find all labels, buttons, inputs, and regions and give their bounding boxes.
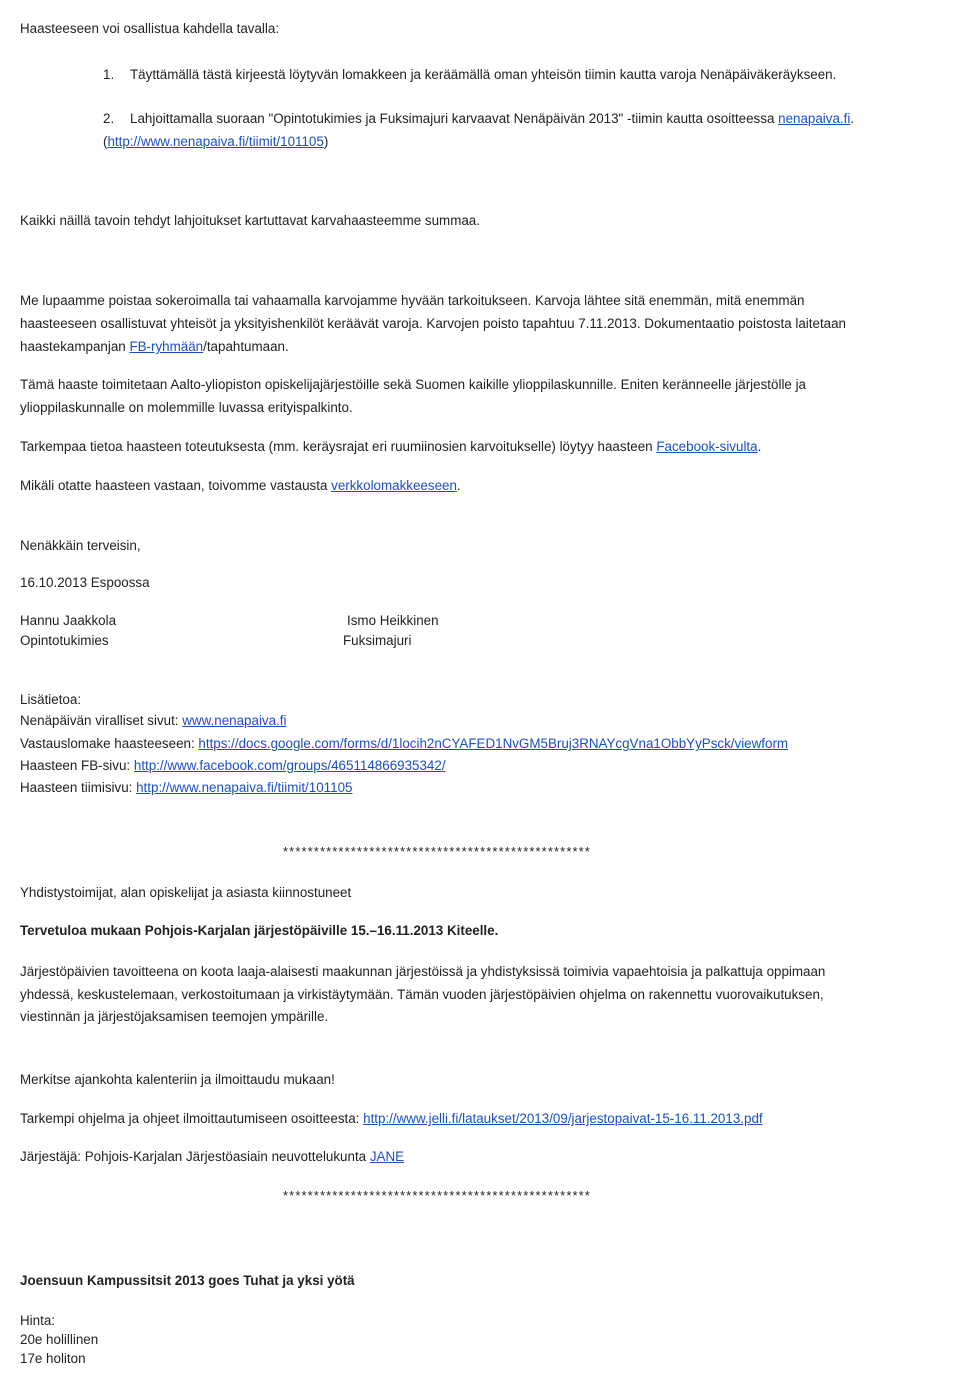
info-row bbox=[20, 713, 286, 729]
list-item-text: Lahjoittamalla suoraan "Opintotukimies ja Fuksimajuri karvaavat Nenäpäivän 2013" -tiimin kautta osoitteessa bbox=[130, 111, 779, 126]
signer-1-title: Opintotukimies bbox=[20, 633, 109, 648]
program-pdf-link[interactable]: http://www.jelli.fi/lataukset/2013/09/jarjestopaivat-15-16.11.2013.pdf bbox=[363, 1111, 763, 1126]
jarjesto-jarjestaja bbox=[20, 1149, 404, 1165]
paragraph-lupaamme-2: haasteeseen osallistuvat yhteisöt ja yksityishenkilöt keräävät varoja. Karvojen poisto tapahtuu 7.11.2013. Dokumentaatio poistosta laitetaan bbox=[20, 316, 847, 331]
text: Järjestäjä: Pohjois-Karjalan Järjestöasiain neuvottelukunta bbox=[20, 1149, 370, 1164]
kampus-price-2: 17e holiton bbox=[20, 1351, 86, 1366]
list-item bbox=[103, 67, 836, 83]
paragraph-lupaamme-1: Me lupaamme poistaa sokeroimalla tai vahaamalla karvojamme hyvään tarkoitukseen. Karvoja lähtee sitä enemmän, mitä enemmän bbox=[20, 293, 805, 308]
greeting: Nenäkkäin terveisin, bbox=[20, 538, 141, 553]
signer-2-name: Ismo Heikkinen bbox=[347, 613, 439, 628]
nenapaiva-link[interactable]: nenapaiva.fi bbox=[778, 111, 851, 126]
fb-group-link[interactable]: FB-ryhmään bbox=[129, 339, 204, 354]
info-row bbox=[20, 758, 446, 774]
info-row bbox=[20, 736, 788, 752]
tiimi-link[interactable]: http://www.nenapaiva.fi/tiimit/101105 bbox=[107, 134, 324, 149]
paren-close: ) bbox=[323, 134, 329, 149]
signer-2-title: Fuksimajuri bbox=[343, 633, 412, 648]
separator: ************************************************** bbox=[283, 1188, 591, 1203]
web-form-link[interactable]: verkkolomakkeeseen bbox=[331, 478, 457, 493]
list-item-text: Täyttämällä tästä kirjeestä löytyvän lomakkeen ja keräämällä oman yhteisön tiimin kautta varoja Nenäpäiväkeräykseen. bbox=[130, 67, 837, 82]
jarjesto-paragraph-3: viestinnän ja järjestöjaksamisen teemojen ympärille. bbox=[20, 1009, 329, 1024]
paragraph-lupaamme-3 bbox=[20, 339, 289, 355]
list-item bbox=[103, 111, 854, 127]
date-place: 16.10.2013 Espoossa bbox=[20, 575, 150, 590]
facebook-page-link[interactable]: Facebook-sivulta bbox=[656, 439, 758, 454]
kampus-price-1: 20e holillinen bbox=[20, 1332, 99, 1347]
jane-link[interactable]: JANE bbox=[369, 1149, 405, 1164]
info-row bbox=[20, 780, 352, 796]
text: . bbox=[456, 478, 461, 493]
text: Tarkempaa tietoa haasteen toteutuksesta (mm. keräysrajat eri ruumiinosien karvoitukselle) löytyy haasteen bbox=[20, 439, 657, 454]
jarjesto-paragraph-1: Järjestöpäivien tavoitteena on koota laaja-alaisesti maakunnan järjestöissä ja yhdistyksissä toimivia vapaehtoisia ja palkattuja oppimaan bbox=[20, 964, 826, 979]
response-form-link[interactable]: https://docs.google.com/forms/d/1locih2nCYAFED1NvGM5Bruj3RNAYcgVna1ObbYyPsck/viewform bbox=[198, 736, 789, 751]
paragraph-tarkempaa bbox=[20, 439, 761, 455]
jarjesto-merkitse: Merkitse ajankohta kalenteriin ja ilmoittaudu mukaan! bbox=[20, 1072, 335, 1087]
info-label: Haasteen FB-sivu: bbox=[20, 758, 134, 773]
jarjesto-heading: Tervetuloa mukaan Pohjois-Karjalan järjestöpäiville 15.–16.11.2013 Kiteelle. bbox=[20, 923, 499, 938]
list-item-punct: . bbox=[850, 111, 855, 126]
paren-open: ( bbox=[103, 134, 108, 149]
kampus-hinta: Hinta: bbox=[20, 1313, 55, 1328]
official-site-link[interactable]: www.nenapaiva.fi bbox=[182, 713, 287, 728]
info-label: Vastauslomake haasteeseen: bbox=[20, 736, 199, 751]
text: haastekampanjan bbox=[20, 339, 130, 354]
fb-page-link[interactable]: http://www.facebook.com/groups/465114866935342/ bbox=[133, 758, 446, 773]
paragraph-haaste-1: Tämä haaste toimitetaan Aalto-yliopiston opiskelijajärjestöille sekä Suomen kaikille ylioppilaskunnille. Eniten keränneelle järjestölle ja bbox=[20, 377, 807, 392]
list-number: 2. bbox=[103, 111, 115, 126]
text: Tarkempi ohjelma ja ohjeet ilmoittautumiseen osoitteesta: bbox=[20, 1111, 364, 1126]
list-item-continuation bbox=[103, 134, 328, 150]
info-label: Haasteen tiimisivu: bbox=[20, 780, 137, 795]
text: . bbox=[757, 439, 762, 454]
text: Mikäli otatte haasteen vastaan, toivomme vastausta bbox=[20, 478, 332, 493]
separator: ************************************************** bbox=[283, 844, 591, 859]
info-heading: Lisätietoa: bbox=[20, 692, 82, 707]
signer-1-name: Hannu Jaakkola bbox=[20, 613, 117, 628]
text: /tapahtumaan. bbox=[203, 339, 289, 354]
paragraph-haaste-2: ylioppilaskunnalle on molemmille luvassa erityispalkinto. bbox=[20, 400, 353, 415]
jarjesto-paragraph-2: yhdessä, keskustelemaan, verkostoitumaan ja virkistäytymään. Tämän vuoden järjestöpäivien ohjelma on rakennettu vuorovaikutuksen, bbox=[20, 987, 824, 1002]
paragraph-kaikki: Kaikki näillä tavoin tehdyt lahjoitukset kartuttavat karvahaasteemme summaa. bbox=[20, 213, 480, 228]
jarjesto-ohjelma bbox=[20, 1111, 763, 1127]
intro-text: Haasteeseen voi osallistua kahdella tavalla: bbox=[20, 21, 280, 36]
paragraph-mikali bbox=[20, 478, 461, 494]
info-label: Nenäpäivän viralliset sivut: bbox=[20, 713, 183, 728]
jarjesto-intro: Yhdistystoimijat, alan opiskelijat ja asiasta kiinnostuneet bbox=[20, 885, 352, 900]
kampus-heading: Joensuun Kampussitsit 2013 goes Tuhat ja yksi yötä bbox=[20, 1273, 355, 1288]
team-page-link[interactable]: http://www.nenapaiva.fi/tiimit/101105 bbox=[136, 780, 353, 795]
list-number: 1. bbox=[103, 67, 115, 82]
